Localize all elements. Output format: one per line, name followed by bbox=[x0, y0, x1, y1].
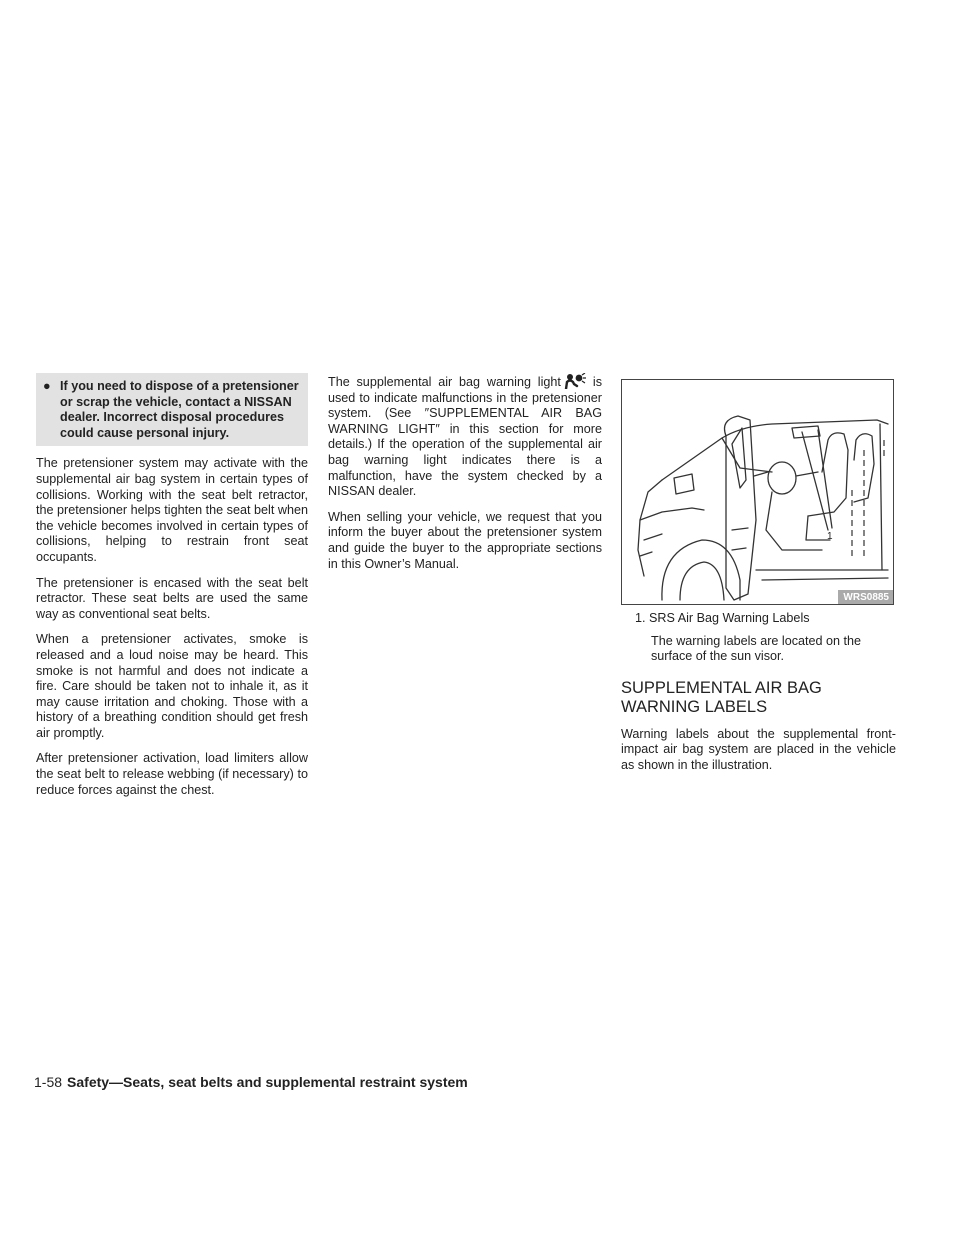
section-title-line-2: WARNING LABELS bbox=[621, 697, 768, 716]
section-title bbox=[621, 679, 896, 717]
vehicle-illustration bbox=[621, 379, 894, 605]
figure-caption-note: The warning labels are located on the surface of the sun visor. bbox=[651, 633, 862, 664]
vehicle-drawing bbox=[622, 380, 895, 606]
figure-callout-number: 1 bbox=[827, 531, 833, 542]
warning-text: If you need to dispose of a pretensioner or scrap the vehicle, contact a NISSAN dealer. Incorrect disposal procedures could cause personal injury. bbox=[60, 379, 299, 440]
section-body: Warning labels about the supplemental front-impact air bag system are placed in the vehicle as shown in the illustration. bbox=[621, 726, 896, 772]
paragraph: The pretensioner is encased with the seat belt retractor. These seat belts are used the same way as conventional seat belts. bbox=[36, 575, 308, 621]
paragraph-warning-light bbox=[328, 373, 602, 500]
figure-caption: 1. SRS Air Bag Warning Labels bbox=[635, 611, 810, 625]
text-before-icon: The supplemental air bag warning light bbox=[328, 375, 561, 389]
page-footer bbox=[34, 1073, 468, 1091]
paragraph: The pretensioner system may activate with the supplemental air bag system in certain types of collisions. Working with the seat belt retractor, the pretensioner helps tighten the seat belt when the vehicle becomes involved in certain types of collisions, helping to restrain front seat occupants. bbox=[36, 456, 308, 564]
section-title-line-1: SUPPLEMENTAL AIR BAG bbox=[621, 678, 822, 697]
warning-box bbox=[36, 373, 308, 446]
bullet-icon: ● bbox=[43, 379, 51, 393]
page-number: 1-58 bbox=[34, 1074, 63, 1090]
airbag-warning-light-icon bbox=[563, 373, 587, 389]
paragraph: When a pretensioner activates, smoke is released and a loud noise may be heard. This smoke is not harmful and does not indicate a fire. Care should be taken not to inhale it, as it may cause irritation and choking. Those with a history of a breathing condition should get fresh air promptly. bbox=[36, 632, 308, 740]
column-1 bbox=[36, 373, 308, 808]
figure-code: WRS0885 bbox=[838, 590, 893, 604]
column-2 bbox=[328, 373, 602, 582]
paragraph: When selling your vehicle, we request that you inform the buyer about the pretensioner system and guide the buyer to the appropriate sections in this Owner’s Manual. bbox=[328, 509, 602, 571]
column-3 bbox=[621, 376, 896, 784]
text-after-icon: is used to indicate malfunctions in the pretensioner system. (See ″SUPPLEMENTAL AIR BAG WARNING LIGHT″ in this section for more details.) If the operation of the supplemental air bag warning light indicates there is a malfunction, have the system checked by a NISSAN dealer. bbox=[328, 375, 602, 499]
paragraph: After pretensioner activation, load limiters allow the seat belt to release webbing (if necessary) to reduce forces against the chest. bbox=[36, 751, 308, 797]
footer-chapter-title: Safety—Seats, seat belts and supplemental restraint system bbox=[67, 1074, 468, 1090]
